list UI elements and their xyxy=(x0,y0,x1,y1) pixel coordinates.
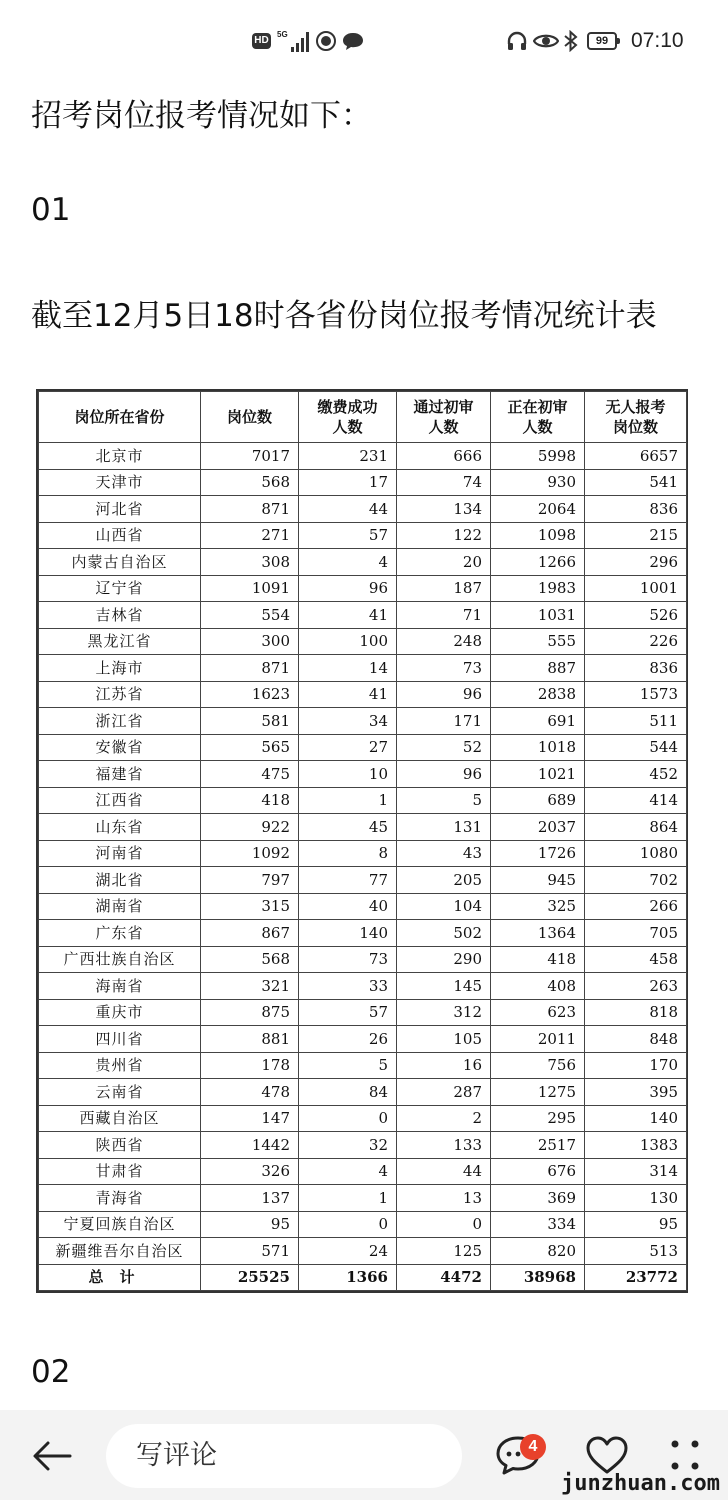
table-row xyxy=(39,681,687,708)
table-row xyxy=(39,655,687,682)
value-cell: 5 xyxy=(299,1052,397,1079)
value-cell: 571 xyxy=(201,1238,299,1265)
value-cell: 4 xyxy=(299,1158,397,1185)
value-cell: 295 xyxy=(491,1105,585,1132)
value-cell: 7017 xyxy=(201,443,299,470)
province-cell: 海南省 xyxy=(39,973,201,1000)
province-cell: 福建省 xyxy=(39,761,201,788)
table-row xyxy=(39,761,687,788)
value-cell: 676 xyxy=(491,1158,585,1185)
table-row xyxy=(39,469,687,496)
value-cell: 10 xyxy=(299,761,397,788)
value-cell: 4472 xyxy=(397,1264,491,1291)
table-row xyxy=(39,522,687,549)
table-body xyxy=(39,443,687,1291)
province-cell: 甘肃省 xyxy=(39,1158,201,1185)
value-cell: 6657 xyxy=(585,443,687,470)
value-cell: 511 xyxy=(585,708,687,735)
value-cell: 887 xyxy=(491,655,585,682)
value-cell: 40 xyxy=(299,893,397,920)
value-cell: 0 xyxy=(299,1105,397,1132)
value-cell: 418 xyxy=(201,787,299,814)
province-cell: 天津市 xyxy=(39,469,201,496)
section-number: 01 xyxy=(31,192,71,228)
value-cell: 96 xyxy=(397,681,491,708)
value-cell: 1 xyxy=(299,1185,397,1212)
province-cell: 宁夏回族自治区 xyxy=(39,1211,201,1238)
table-row xyxy=(39,973,687,1000)
intro-text: 招考岗位报考情况如下： xyxy=(31,98,372,134)
value-cell: 215 xyxy=(585,522,687,549)
value-cell: 231 xyxy=(299,443,397,470)
table-header-line: 正在初审 xyxy=(507,397,568,416)
value-cell: 1 xyxy=(299,787,397,814)
province-cell: 青海省 xyxy=(39,1185,201,1212)
table-row xyxy=(39,734,687,761)
watermark: junzhuan.com xyxy=(561,1471,720,1496)
table-row xyxy=(39,946,687,973)
value-cell: 1080 xyxy=(585,840,687,867)
value-cell: 945 xyxy=(491,867,585,894)
value-cell: 100 xyxy=(299,628,397,655)
province-cell: 广东省 xyxy=(39,920,201,947)
table-row xyxy=(39,496,687,523)
table-row xyxy=(39,867,687,894)
value-cell: 458 xyxy=(585,946,687,973)
province-cell: 陕西省 xyxy=(39,1132,201,1159)
value-cell: 1031 xyxy=(491,602,585,629)
value-cell: 325 xyxy=(491,893,585,920)
value-cell: 57 xyxy=(299,999,397,1026)
value-cell: 122 xyxy=(397,522,491,549)
value-cell: 836 xyxy=(585,496,687,523)
value-cell: 84 xyxy=(299,1079,397,1106)
value-cell: 134 xyxy=(397,496,491,523)
value-cell: 41 xyxy=(299,681,397,708)
value-cell: 16 xyxy=(397,1052,491,1079)
value-cell: 526 xyxy=(585,602,687,629)
value-cell: 73 xyxy=(299,946,397,973)
province-cell: 江西省 xyxy=(39,787,201,814)
table-row xyxy=(39,1238,687,1265)
network-label: 5G xyxy=(277,30,288,39)
value-cell: 334 xyxy=(491,1211,585,1238)
value-cell: 300 xyxy=(201,628,299,655)
value-cell: 1001 xyxy=(585,575,687,602)
status-time: 07:10 xyxy=(631,29,684,52)
value-cell: 171 xyxy=(397,708,491,735)
value-cell: 1442 xyxy=(201,1132,299,1159)
value-cell: 52 xyxy=(397,734,491,761)
value-cell: 797 xyxy=(201,867,299,894)
province-cell: 重庆市 xyxy=(39,999,201,1026)
value-cell: 836 xyxy=(585,655,687,682)
value-cell: 34 xyxy=(299,708,397,735)
table-row xyxy=(39,787,687,814)
value-cell: 263 xyxy=(585,973,687,1000)
value-cell: 105 xyxy=(397,1026,491,1053)
value-cell: 95 xyxy=(585,1211,687,1238)
value-cell: 623 xyxy=(491,999,585,1026)
value-cell: 1275 xyxy=(491,1079,585,1106)
value-cell: 2 xyxy=(397,1105,491,1132)
table-row xyxy=(39,893,687,920)
status-bar xyxy=(0,0,728,86)
value-cell: 95 xyxy=(201,1211,299,1238)
value-cell: 2037 xyxy=(491,814,585,841)
comment-input[interactable]: 写评论 xyxy=(106,1424,462,1488)
table-header-cell xyxy=(39,392,201,443)
value-cell: 23772 xyxy=(585,1264,687,1291)
value-cell: 96 xyxy=(299,575,397,602)
table-header-cell xyxy=(201,392,299,443)
value-cell: 27 xyxy=(299,734,397,761)
province-cell: 湖南省 xyxy=(39,893,201,920)
value-cell: 296 xyxy=(585,549,687,576)
table-header-cell xyxy=(397,392,491,443)
value-cell: 104 xyxy=(397,893,491,920)
value-cell: 44 xyxy=(397,1158,491,1185)
value-cell: 96 xyxy=(397,761,491,788)
value-cell: 187 xyxy=(397,575,491,602)
value-cell: 2517 xyxy=(491,1132,585,1159)
value-cell: 74 xyxy=(397,469,491,496)
value-cell: 1098 xyxy=(491,522,585,549)
table-header-line: 岗位数 xyxy=(226,407,272,426)
table-row xyxy=(39,628,687,655)
value-cell: 418 xyxy=(491,946,585,973)
value-cell: 45 xyxy=(299,814,397,841)
value-cell: 32 xyxy=(299,1132,397,1159)
value-cell: 24 xyxy=(299,1238,397,1265)
value-cell: 1726 xyxy=(491,840,585,867)
province-cell: 山西省 xyxy=(39,522,201,549)
table-header-line: 人数 xyxy=(332,418,363,436)
value-cell: 1018 xyxy=(491,734,585,761)
value-cell: 864 xyxy=(585,814,687,841)
table-header-line: 人数 xyxy=(428,418,459,436)
value-cell: 689 xyxy=(491,787,585,814)
value-cell: 125 xyxy=(397,1238,491,1265)
value-cell: 326 xyxy=(201,1158,299,1185)
message-bubble-icon xyxy=(341,30,365,52)
province-cell: 河北省 xyxy=(39,496,201,523)
value-cell: 17 xyxy=(299,469,397,496)
headphones-icon xyxy=(506,30,528,52)
value-cell: 871 xyxy=(201,655,299,682)
stats-table-image xyxy=(36,389,688,1293)
province-cell: 黑龙江省 xyxy=(39,628,201,655)
value-cell: 1091 xyxy=(201,575,299,602)
value-cell: 73 xyxy=(397,655,491,682)
table-row xyxy=(39,840,687,867)
table-row xyxy=(39,575,687,602)
value-cell: 820 xyxy=(491,1238,585,1265)
province-cell: 吉林省 xyxy=(39,602,201,629)
value-cell: 5 xyxy=(397,787,491,814)
value-cell: 702 xyxy=(585,867,687,894)
value-cell: 71 xyxy=(397,602,491,629)
table-header-cell xyxy=(585,392,687,443)
value-cell: 705 xyxy=(585,920,687,947)
value-cell: 568 xyxy=(201,469,299,496)
value-cell: 1021 xyxy=(491,761,585,788)
table-header-line: 通过初审 xyxy=(413,397,474,416)
value-cell: 502 xyxy=(397,920,491,947)
province-cell: 北京市 xyxy=(39,443,201,470)
value-cell: 25525 xyxy=(201,1264,299,1291)
value-cell: 2064 xyxy=(491,496,585,523)
value-cell: 818 xyxy=(585,999,687,1026)
value-cell: 1983 xyxy=(491,575,585,602)
value-cell: 315 xyxy=(201,893,299,920)
value-cell: 565 xyxy=(201,734,299,761)
province-cell: 江苏省 xyxy=(39,681,201,708)
table-header-line: 岗位数 xyxy=(612,418,658,436)
value-cell: 248 xyxy=(397,628,491,655)
table-row xyxy=(39,920,687,947)
battery-icon: 99 xyxy=(587,32,617,50)
table-row xyxy=(39,1026,687,1053)
value-cell: 513 xyxy=(585,1238,687,1265)
table-header-cell xyxy=(491,392,585,443)
value-cell: 287 xyxy=(397,1079,491,1106)
table-row xyxy=(39,1211,687,1238)
value-cell: 321 xyxy=(201,973,299,1000)
value-cell: 312 xyxy=(397,999,491,1026)
province-cell: 上海市 xyxy=(39,655,201,682)
table-row xyxy=(39,1052,687,1079)
value-cell: 13 xyxy=(397,1185,491,1212)
value-cell: 1573 xyxy=(585,681,687,708)
value-cell: 848 xyxy=(585,1026,687,1053)
value-cell: 145 xyxy=(397,973,491,1000)
value-cell: 581 xyxy=(201,708,299,735)
value-cell: 131 xyxy=(397,814,491,841)
province-cell: 贵州省 xyxy=(39,1052,201,1079)
value-cell: 395 xyxy=(585,1079,687,1106)
province-cell: 总计 xyxy=(39,1264,201,1291)
value-cell: 314 xyxy=(585,1158,687,1185)
table-header-line: 人数 xyxy=(522,418,553,436)
value-cell: 408 xyxy=(491,973,585,1000)
value-cell: 140 xyxy=(585,1105,687,1132)
value-cell: 414 xyxy=(585,787,687,814)
value-cell: 555 xyxy=(491,628,585,655)
value-cell: 756 xyxy=(491,1052,585,1079)
province-cell: 河南省 xyxy=(39,840,201,867)
table-row xyxy=(39,1105,687,1132)
value-cell: 308 xyxy=(201,549,299,576)
value-cell: 133 xyxy=(397,1132,491,1159)
table-row xyxy=(39,814,687,841)
value-cell: 1366 xyxy=(299,1264,397,1291)
value-cell: 666 xyxy=(397,443,491,470)
value-cell: 867 xyxy=(201,920,299,947)
value-cell: 44 xyxy=(299,496,397,523)
table-total-row xyxy=(39,1264,687,1291)
app-circle-icon xyxy=(316,30,336,52)
table-row xyxy=(39,549,687,576)
value-cell: 1092 xyxy=(201,840,299,867)
province-cell: 辽宁省 xyxy=(39,575,201,602)
province-cell: 广西壮族自治区 xyxy=(39,946,201,973)
table-header-cell xyxy=(299,392,397,443)
table-row xyxy=(39,708,687,735)
table-header-row xyxy=(39,392,687,443)
value-cell: 43 xyxy=(397,840,491,867)
value-cell: 0 xyxy=(397,1211,491,1238)
value-cell: 1364 xyxy=(491,920,585,947)
value-cell: 147 xyxy=(201,1105,299,1132)
value-cell: 2011 xyxy=(491,1026,585,1053)
value-cell: 1266 xyxy=(491,549,585,576)
value-cell: 369 xyxy=(491,1185,585,1212)
value-cell: 178 xyxy=(201,1052,299,1079)
table-title: 截至12月5日18时各省份岗位报考情况统计表 xyxy=(31,298,657,334)
value-cell: 26 xyxy=(299,1026,397,1053)
value-cell: 290 xyxy=(397,946,491,973)
value-cell: 875 xyxy=(201,999,299,1026)
table-row xyxy=(39,1158,687,1185)
section-number-2: 02 xyxy=(31,1354,71,1390)
province-cell: 西藏自治区 xyxy=(39,1105,201,1132)
value-cell: 8 xyxy=(299,840,397,867)
comment-count-badge: 4 xyxy=(520,1434,546,1460)
value-cell: 1383 xyxy=(585,1132,687,1159)
value-cell: 452 xyxy=(585,761,687,788)
value-cell: 691 xyxy=(491,708,585,735)
signal-icon xyxy=(277,30,311,52)
value-cell: 4 xyxy=(299,549,397,576)
province-cell: 浙江省 xyxy=(39,708,201,735)
value-cell: 1623 xyxy=(201,681,299,708)
value-cell: 544 xyxy=(585,734,687,761)
province-cell: 四川省 xyxy=(39,1026,201,1053)
value-cell: 266 xyxy=(585,893,687,920)
value-cell: 2838 xyxy=(491,681,585,708)
value-cell: 871 xyxy=(201,496,299,523)
value-cell: 130 xyxy=(585,1185,687,1212)
value-cell: 930 xyxy=(491,469,585,496)
value-cell: 41 xyxy=(299,602,397,629)
value-cell: 475 xyxy=(201,761,299,788)
value-cell: 881 xyxy=(201,1026,299,1053)
value-cell: 226 xyxy=(585,628,687,655)
province-cell: 湖北省 xyxy=(39,867,201,894)
table-row xyxy=(39,1132,687,1159)
province-cell: 内蒙古自治区 xyxy=(39,549,201,576)
bluetooth-icon xyxy=(562,30,580,52)
table-header-line: 缴费成功 xyxy=(317,397,378,416)
value-cell: 14 xyxy=(299,655,397,682)
value-cell: 568 xyxy=(201,946,299,973)
province-cell: 安徽省 xyxy=(39,734,201,761)
value-cell: 77 xyxy=(299,867,397,894)
eye-icon xyxy=(533,30,559,52)
value-cell: 205 xyxy=(397,867,491,894)
value-cell: 922 xyxy=(201,814,299,841)
table-header-line: 岗位所在省份 xyxy=(74,407,165,426)
value-cell: 271 xyxy=(201,522,299,549)
table-row xyxy=(39,1079,687,1106)
table-row xyxy=(39,443,687,470)
value-cell: 57 xyxy=(299,522,397,549)
back-arrow-icon[interactable] xyxy=(28,1432,76,1480)
value-cell: 5998 xyxy=(491,443,585,470)
value-cell: 140 xyxy=(299,920,397,947)
province-cell: 山东省 xyxy=(39,814,201,841)
table-row xyxy=(39,1185,687,1212)
stats-table xyxy=(38,391,687,1291)
table-row xyxy=(39,602,687,629)
value-cell: 38968 xyxy=(491,1264,585,1291)
hd-icon: HD xyxy=(252,33,271,49)
value-cell: 20 xyxy=(397,549,491,576)
value-cell: 554 xyxy=(201,602,299,629)
value-cell: 33 xyxy=(299,973,397,1000)
value-cell: 0 xyxy=(299,1211,397,1238)
value-cell: 541 xyxy=(585,469,687,496)
province-cell: 云南省 xyxy=(39,1079,201,1106)
value-cell: 137 xyxy=(201,1185,299,1212)
value-cell: 170 xyxy=(585,1052,687,1079)
province-cell: 新疆维吾尔自治区 xyxy=(39,1238,201,1265)
table-header-line: 无人报考 xyxy=(605,397,666,416)
table-row xyxy=(39,999,687,1026)
value-cell: 478 xyxy=(201,1079,299,1106)
